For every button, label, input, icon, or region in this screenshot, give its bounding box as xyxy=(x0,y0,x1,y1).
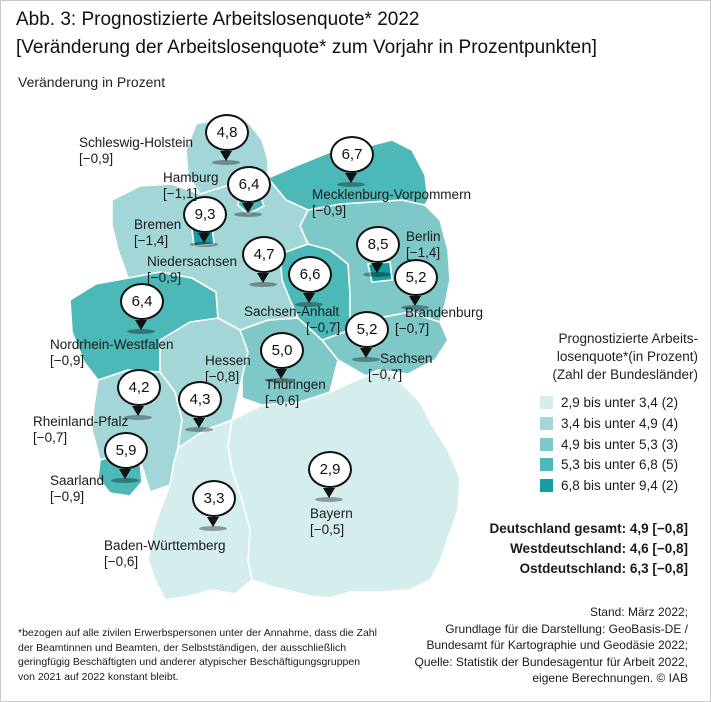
label-bremen: Bremen [−1,4] xyxy=(134,217,182,248)
label-nordrhein-westfalen: Nordrhein-Westfalen [−0,9] xyxy=(50,337,174,368)
source-note: Stand: März 2022; Grundlage für die Darstellung: GeoBasis-DE / Bundesamt für Kartographie und Geodäsie 2022; Quelle: Statistik der Bundesagentur für Arbeit 2022, eigene Berechnungen. © IAB xyxy=(414,605,688,685)
label-bayern: Bayern [−0,5] xyxy=(310,506,353,537)
label-mecklenburg-vorpommern: Mecklenburg-Vorpommern [−0,9] xyxy=(312,187,472,218)
label-niedersachsen: Niedersachsen [−0,9] xyxy=(147,254,238,285)
legend-swatch xyxy=(540,396,553,409)
label-brandenburg: Brandenburg [−0,7] xyxy=(395,305,484,336)
label-rheinland-pfalz: Rheinland-Pfalz [−0,7] xyxy=(33,414,129,445)
label-thueringen: Thüringen [−0,6] xyxy=(265,377,326,408)
total-west: Westdeutschland: 4,6 [−0,8] xyxy=(510,541,688,556)
pin-bremen: 9,3 xyxy=(183,196,229,247)
legend-item: 3,4 bis unter 4,9 (4) xyxy=(540,415,678,433)
pin-berlin: 8,5 xyxy=(356,226,402,277)
legend-swatch xyxy=(540,438,553,451)
footnote: *bezogen auf alle zivilen Erwerbspersonen unter der Annahme, dass die Zahl der Beamtinnen und Beamten, der Selbstständigen, der ausschließlich geringfügig Beschäftigten und anderer atypischer Beschäftigungsgruppen von 2021 auf 2022 konstant bleibt. xyxy=(18,627,377,683)
pin-nordrhein-westfalen: 6,4 xyxy=(120,283,166,334)
label-baden-wuerttemberg: Baden-Württemberg [−0,6] xyxy=(104,538,226,569)
legend-title: Prognostizierte Arbeits- losenquote*(in Prozent) (Zahl der Bundesländer) xyxy=(552,331,698,382)
pin-sachsen: 5,2 xyxy=(345,311,391,362)
label-sachsen: Sachsen [−0,7] xyxy=(368,351,433,382)
pin-schleswig-holstein: 4,8 xyxy=(205,114,251,165)
figure-subtitle: Veränderung in Prozent xyxy=(18,74,166,90)
legend-item: 6,8 bis unter 9,4 (2) xyxy=(540,477,678,495)
pin-rheinland-pfalz: 4,2 xyxy=(117,369,163,420)
total-east: Ostdeutschland: 6,3 [−0,8] xyxy=(519,561,688,576)
label-hessen: Hessen [−0,8] xyxy=(205,353,251,384)
label-berlin: Berlin [−1,4] xyxy=(406,229,441,260)
legend-swatch xyxy=(540,417,553,430)
pin-brandenburg: 5,2 xyxy=(394,259,440,310)
figure-title: Abb. 3: Prognostizierte Arbeitslosenquote* 2022 xyxy=(16,9,420,30)
pin-niedersachsen: 4,7 xyxy=(242,236,288,287)
label-saarland: Saarland [−0,9] xyxy=(50,473,105,504)
legend-swatch xyxy=(540,479,553,492)
pin-hamburg: 6,4 xyxy=(227,166,273,217)
pin-baden-wuerttemberg: 3,3 xyxy=(192,480,238,531)
legend-item: 2,9 bis unter 3,4 (2) xyxy=(540,394,678,412)
pin-bayern: 2,9 xyxy=(308,451,354,502)
pin-hessen: 4,3 xyxy=(178,381,224,432)
label-schleswig-holstein: Schleswig-Holstein [−0,9] xyxy=(79,135,194,166)
pin-sachsen-anhalt: 6,6 xyxy=(288,256,334,307)
legend-item: 5,3 bis unter 6,8 (5) xyxy=(540,456,678,474)
pin-mecklenburg-vorpommern: 6,7 xyxy=(330,136,376,187)
pin-saarland: 5,9 xyxy=(104,432,150,483)
legend-swatch xyxy=(540,458,553,471)
legend-item: 4,9 bis unter 5,3 (3) xyxy=(540,436,678,454)
label-sachsen-anhalt: Sachsen-Anhalt [−0,7] xyxy=(244,304,341,335)
pin-thueringen: 5,0 xyxy=(260,332,306,383)
figure-title-line2: [Veränderung der Arbeitslosenquote* zum Vorjahr in Prozentpunkten] xyxy=(16,37,597,58)
label-hamburg: Hamburg [−1,1] xyxy=(163,170,219,201)
total-germany: Deutschland gesamt: 4,9 [−0,8] xyxy=(489,521,688,536)
